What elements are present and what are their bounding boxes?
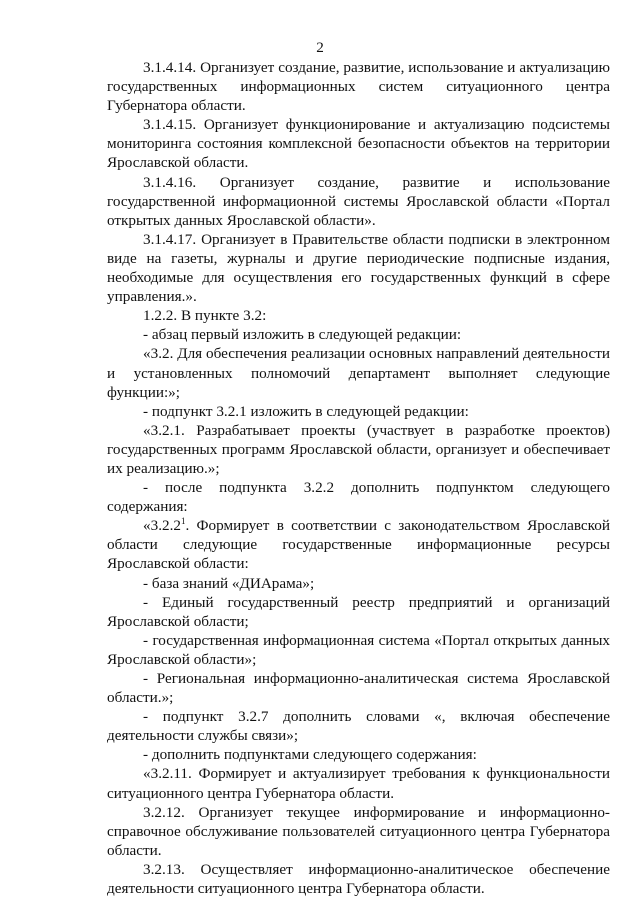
paragraph-3-1-4-15: 3.1.4.15. Организует функционирование и актуализацию подсистемы мониторинга состояния комплексной безопасности объектов на территории Ярославской области. — [107, 116, 610, 172]
paragraph-3-2-2-1-rest: . Формирует в соответствии с законодательством Ярославской области следующие государственные информационные ресурсы Ярославской области: — [107, 517, 610, 573]
paragraph-3-2-13: 3.2.13. Осуществляет информационно-аналитическое обеспечение деятельности ситуационного центра Губернатора области. — [107, 860, 610, 898]
list-item-regional-system: - Региональная информационно-аналитическая система Ярославской области.»; — [107, 670, 610, 707]
document-body — [107, 58, 610, 898]
paragraph-3-1-4-14: 3.1.4.14. Организует создание, развитие, использование и актуализацию государственных информационных систем ситуационного центра Губернатора области. — [107, 59, 610, 115]
paragraph-after-3-2-2: - после подпункта 3.2.2 дополнить подпунктом следующего содержания: — [107, 479, 610, 516]
list-item-registry: - Единый государственный реестр предприятий и организаций Ярославской области; — [107, 593, 610, 630]
paragraph-3-2-7: - подпункт 3.2.7 дополнить словами «, включая обеспечение деятельности службы связи»; — [107, 708, 610, 745]
paragraph-add-subpoints: - дополнить подпунктами следующего содержания: — [143, 746, 477, 764]
list-item-diarama: - база знаний «ДИАрама»; — [143, 574, 315, 592]
paragraph-3-2-11: «3.2.11. Формирует и актуализирует требования к функциональности ситуационного центра Губернатора области. — [107, 765, 610, 802]
paragraph-subpoint-3-2-1-intro: - подпункт 3.2.1 изложить в следующей редакции: — [143, 402, 469, 420]
page-number: 2 — [316, 39, 324, 56]
paragraph-first-abzac: - абзац первый изложить в следующей редакции: — [143, 326, 462, 344]
paragraph-3-1-4-17: 3.1.4.17. Организует в Правительстве области подписки в электронном виде на газеты, журналы и другие периодические подписные издания, необходимые для осуществления его государственных функций в сфере управления.». — [107, 230, 610, 306]
paragraph-3-2-2-1 — [107, 516, 610, 573]
list-item-open-data-portal: - государственная информационная система «Портал открытых данных Ярославской области»; — [107, 631, 610, 668]
paragraph-3-2-1: «3.2.1. Разрабатывает проекты (участвует в разработке проектов) государственных программ Ярославской области, организует и обеспечивает их реализацию.»; — [107, 421, 610, 477]
superscript-1: 1 — [180, 516, 186, 527]
paragraph-3-2-12: 3.2.12. Организует текущее информирование и информационно-справочное обслуживание пользователей ситуационного центра Губернатора области. — [107, 803, 610, 859]
paragraph-3-2-2-1-start: «3.2.2 — [143, 517, 181, 535]
paragraph-1-2-2: 1.2.2. В пункте 3.2: — [143, 307, 267, 325]
paragraph-3-1-4-16: 3.1.4.16. Организует создание, развитие и использование государственной информационной системы Ярославской области «Портал открытых данных Ярославской области». — [107, 173, 610, 229]
paragraph-3-2: «3.2. Для обеспечения реализации основных направлений деятельности и установленных полномочий департамент выполняет следующие функции:»; — [107, 345, 610, 401]
